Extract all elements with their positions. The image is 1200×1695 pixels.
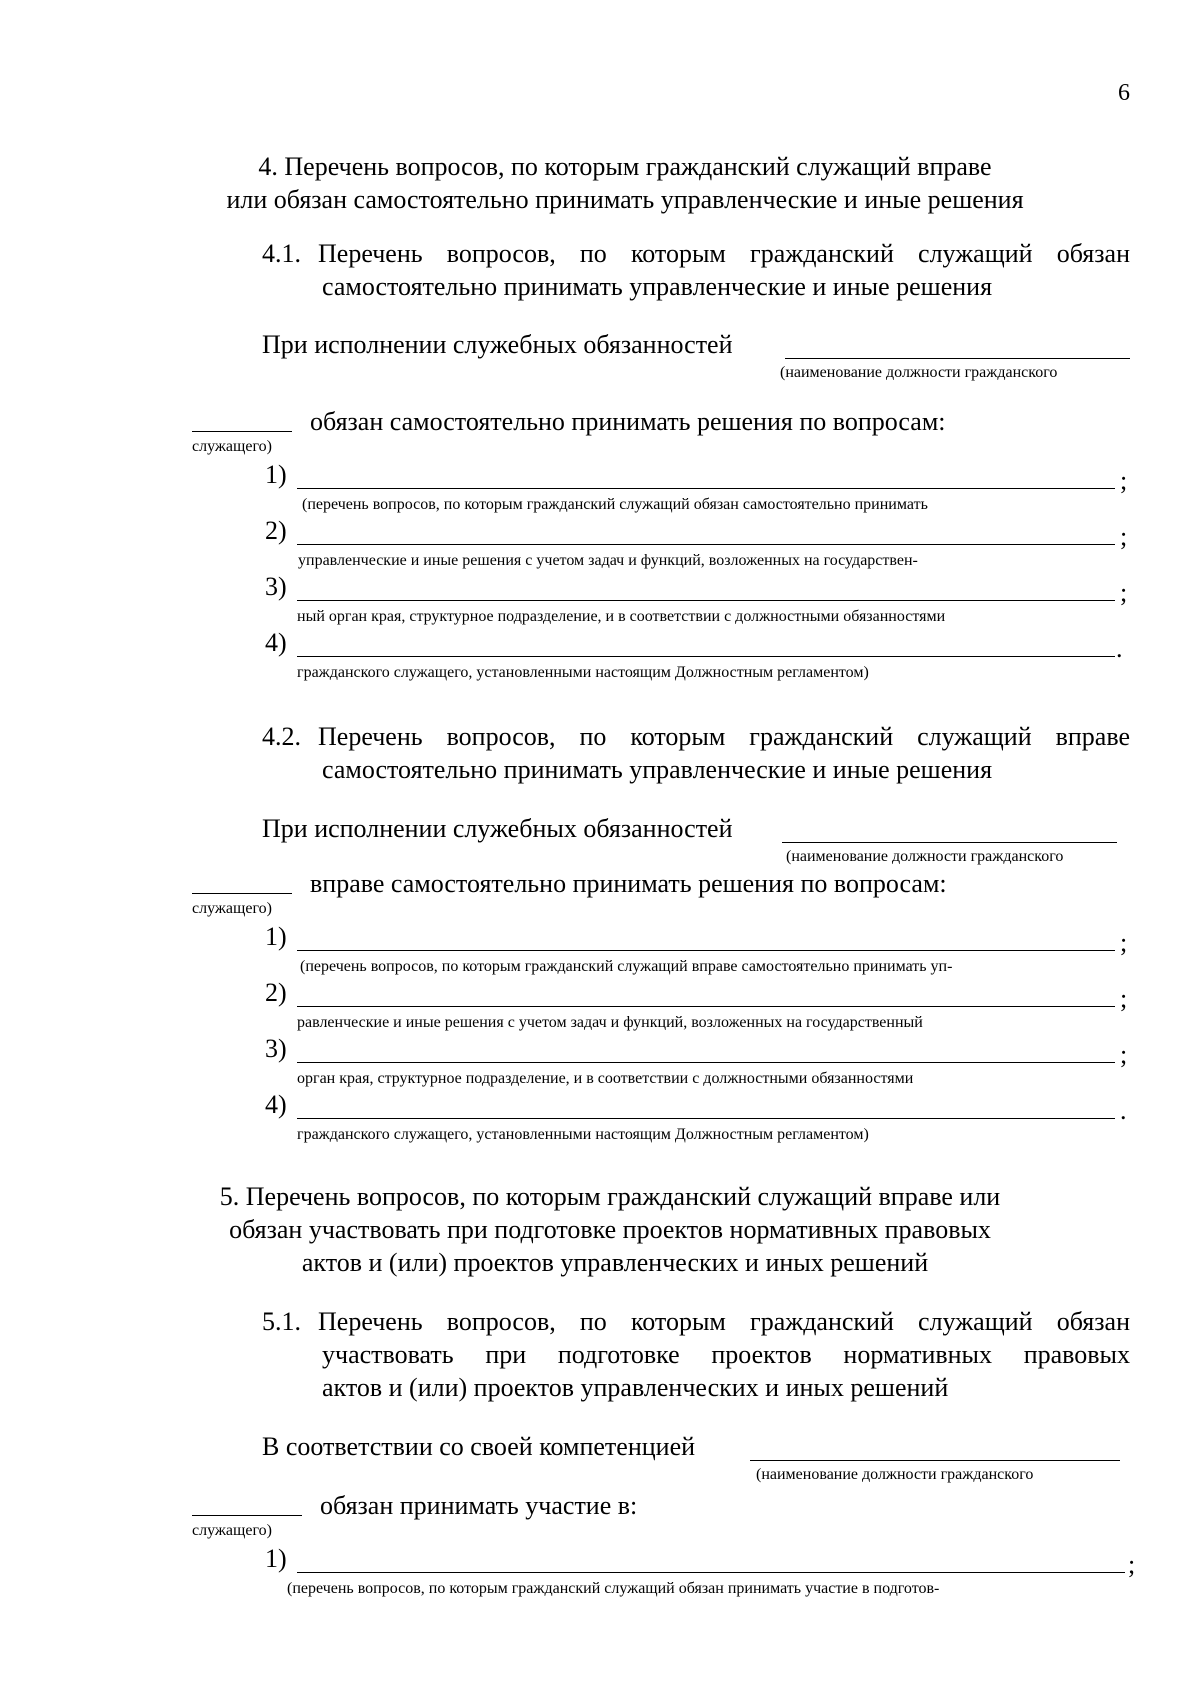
item-4-1-3-end: ; [1120, 578, 1128, 607]
item-4-1-2-hint: управленческие и иные решения с учетом задач и функций, возложенных на государствен- [298, 552, 918, 569]
position-hint-4-2: (наименование должности гражданского [786, 848, 1064, 865]
item-4-1-1-end: ; [1120, 466, 1128, 495]
item-4-1-2-end: ; [1120, 522, 1128, 551]
item-4-1-4-blank[interactable] [297, 656, 1115, 657]
item-4-1-4-end: . [1116, 634, 1123, 663]
item-4-2-3-blank[interactable] [297, 1062, 1115, 1063]
subsection-4-1-title-line-2: самостоятельно принимать управленческие и иные решения [322, 272, 993, 301]
item-5-1-1-end: ; [1128, 1550, 1136, 1579]
item-4-2-2-hint: равленческие и иные решения с учетом задач и функций, возложенных на государственный [297, 1014, 923, 1031]
item-4-1-4-hint: гражданского служащего, установленными настоящим Должностным регламентом) [297, 664, 869, 681]
item-4-1-3-number: 3) [265, 572, 287, 601]
subsection-4-1-number: 4.1. [262, 239, 301, 268]
servant-hint-5-1: служащего) [192, 1522, 272, 1539]
item-4-1-3-hint: ный орган края, структурное подразделение, и в соответствии с должностными обязанностями [297, 608, 946, 625]
servant-blank-4-1[interactable] [192, 431, 292, 432]
page-number: 6 [1118, 80, 1130, 106]
section-4-title-line-2: или обязан самостоятельно принимать управленческие и иные решения [226, 185, 1024, 214]
item-4-2-1-number: 1) [265, 922, 287, 951]
item-4-1-2-number: 2) [265, 516, 287, 545]
subsection-4-2-title-line-2: самостоятельно принимать управленческие и иные решения [322, 755, 993, 784]
section-5-title-line-2: обязан участвовать при подготовке проектов нормативных правовых [229, 1215, 991, 1244]
item-4-2-4-blank[interactable] [297, 1118, 1115, 1119]
item-4-2-4-hint: гражданского служащего, установленными настоящим Должностным регламентом) [297, 1126, 869, 1143]
subsection-4-2-number: 4.2. [262, 722, 301, 751]
subsection-5-1-title-line-1: Перечень вопросов, по которым гражданский служащий обязан [318, 1307, 1130, 1336]
item-4-2-1-hint: (перечень вопросов, по которым гражданский служащий вправе самостоятельно принимать уп- [300, 958, 953, 975]
position-blank-5-1[interactable] [750, 1460, 1120, 1461]
item-4-1-1-hint: (перечень вопросов, по которым гражданский служащий обязан самостоятельно принимать [302, 496, 928, 513]
item-5-1-1-hint: (перечень вопросов, по которым гражданский служащий обязан принимать участие в подготов- [287, 1580, 940, 1597]
item-4-2-1-blank[interactable] [297, 950, 1115, 951]
item-4-1-3-blank[interactable] [297, 600, 1115, 601]
item-4-2-2-end: ; [1120, 984, 1128, 1013]
item-4-1-2-blank[interactable] [297, 544, 1115, 545]
subsection-5-1-lead: В соответствии со своей компетенцией [262, 1432, 696, 1461]
item-4-2-4-number: 4) [265, 1090, 287, 1119]
item-4-1-1-blank[interactable] [297, 488, 1115, 489]
subsection-4-1-continuation: обязан самостоятельно принимать решения по вопросам: [310, 407, 946, 436]
subsection-4-2-continuation: вправе самостоятельно принимать решения по вопросам: [310, 869, 947, 898]
position-blank-4-2[interactable] [782, 842, 1117, 843]
item-4-2-3-hint: орган края, структурное подразделение, и в соответствии с должностными обязанностями [297, 1070, 914, 1087]
item-4-2-3-end: ; [1120, 1040, 1128, 1069]
subsection-5-1-title-line-3: актов и (или) проектов управленческих и иных решений [322, 1373, 949, 1402]
subsection-4-2-title-line-1: Перечень вопросов, по которым гражданский служащий вправе [318, 722, 1130, 751]
item-4-2-4-end: . [1120, 1096, 1127, 1125]
item-4-2-2-blank[interactable] [297, 1006, 1115, 1007]
subsection-4-1-title-line-1: Перечень вопросов, по которым гражданский служащий обязан [318, 239, 1130, 268]
section-5-title-line-3: актов и (или) проектов управленческих и иных решений [301, 1248, 929, 1277]
subsection-4-2-lead: При исполнении служебных обязанностей [262, 814, 733, 843]
subsection-5-1-continuation: обязан принимать участие в: [320, 1491, 638, 1520]
subsection-5-1-title-line-2: участвовать при подготовке проектов нормативных правовых [322, 1340, 1130, 1369]
servant-hint-4-1: служащего) [192, 438, 272, 455]
servant-blank-4-2[interactable] [192, 893, 292, 894]
section-5-title-line-1: 5. Перечень вопросов, по которым гражданский служащий вправе или [219, 1182, 1001, 1211]
item-5-1-1-number: 1) [265, 1544, 287, 1573]
item-4-1-1-number: 1) [265, 460, 287, 489]
section-4-title-line-1: 4. Перечень вопросов, по которым гражданский служащий вправе [258, 152, 992, 181]
item-5-1-1-blank[interactable] [297, 1572, 1125, 1573]
item-4-2-2-number: 2) [265, 978, 287, 1007]
item-4-1-4-number: 4) [265, 628, 287, 657]
servant-blank-5-1[interactable] [192, 1515, 302, 1516]
position-blank-4-1[interactable] [785, 358, 1130, 359]
servant-hint-4-2: служащего) [192, 900, 272, 917]
subsection-4-1-lead: При исполнении служебных обязанностей [262, 330, 733, 359]
position-hint-4-1: (наименование должности гражданского [780, 364, 1058, 381]
item-4-2-1-end: ; [1120, 928, 1128, 957]
position-hint-5-1: (наименование должности гражданского [756, 1466, 1034, 1483]
subsection-5-1-number: 5.1. [262, 1307, 301, 1336]
item-4-2-3-number: 3) [265, 1034, 287, 1063]
